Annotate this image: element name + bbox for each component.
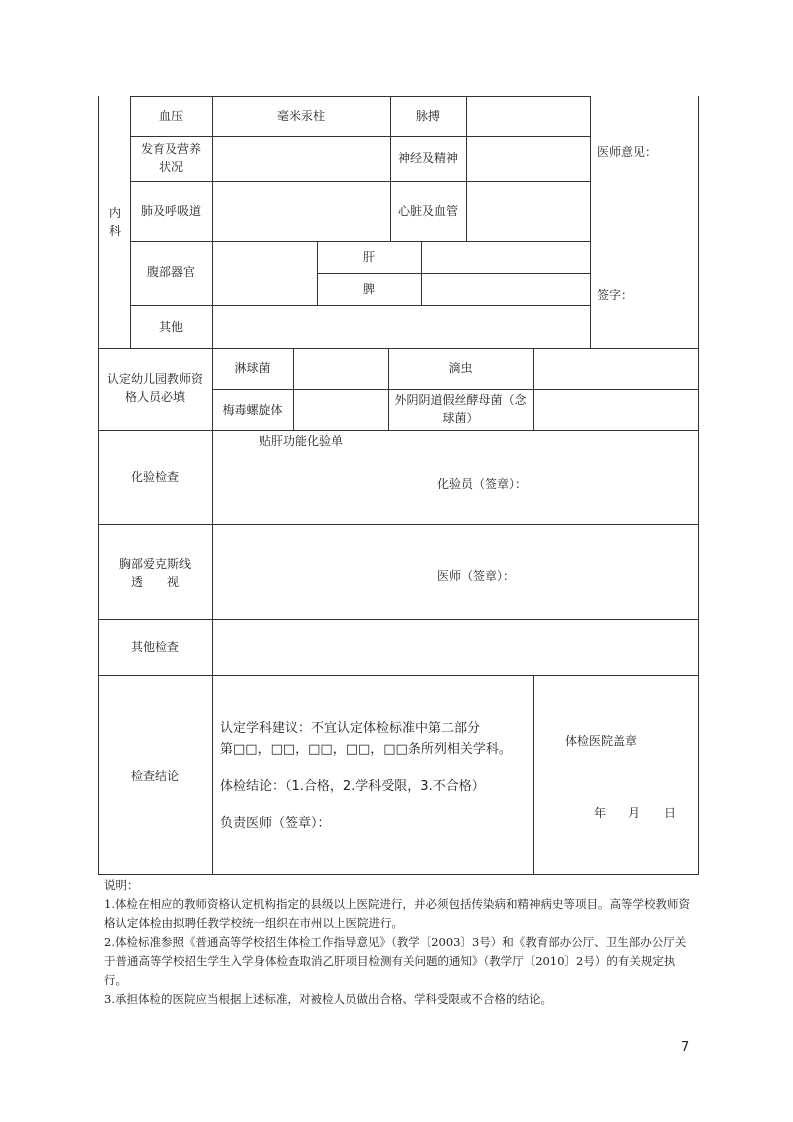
im-row-3 [130, 241, 591, 242]
xray-signer-label: 医师（签章）： [437, 569, 516, 583]
conclusion-label: 检查结论 [130, 769, 179, 783]
im-top-border [130, 96, 591, 97]
date-month: 月 [628, 806, 641, 820]
other-label: 其他 [158, 320, 183, 334]
page-number: 7 [681, 1040, 690, 1055]
notes-item: 2.体检标准参照《普通高等学校招生体检工作指导意见》（教学〔2003〕3号）和《教育部办公厅、卫生部办公厅关于普通高等学校招生学生入学身体检查取消乙肝项目检测有关问题的通知》（教学厅〔2010〕2号）的有关规定执行。 [104, 935, 687, 987]
xray-top-border [98, 524, 699, 525]
conclusion-top-border [98, 675, 699, 676]
im-row-4 [130, 305, 591, 306]
im-row-1 [130, 136, 591, 137]
conclusion-result: 体检结论：（1.合格，2.学科受限，3.不合格） [220, 779, 485, 794]
lab-signer-label: 化验员（签章）： [437, 477, 528, 491]
candida-label-line1: 外阴阴道假丝酵母菌（念 [394, 393, 527, 407]
table-border-right [698, 96, 699, 875]
notes-section [104, 876, 694, 1009]
doctor-opinion-label: 医师意见： [597, 145, 658, 159]
lungs-label: 肺及呼吸道 [140, 204, 201, 218]
date-day: 日 [664, 806, 677, 820]
candida-label [388, 391, 533, 427]
liver-label: 肝 [362, 250, 375, 264]
hospital-seal-label: 体检医院盖章 [565, 734, 638, 748]
trichomonas-label: 滴虫 [448, 361, 473, 375]
lab-test-label: 化验检查 [130, 470, 179, 484]
bp-label: 血压 [158, 109, 183, 123]
kg-top-border [98, 348, 699, 349]
table-bottom-border [98, 874, 699, 875]
im-col-2 [212, 96, 213, 348]
gonococcus-label: 淋球菌 [234, 361, 271, 375]
candida-label-line2: 球菌） [442, 411, 479, 425]
notes-item: 3.承担体检的医院应当根据上述标准，对被检人员做出合格、学科受限或不合格的结论。 [104, 992, 552, 1006]
kg-mid [212, 389, 699, 390]
im-section-label: 内 科 [108, 206, 121, 238]
kg-label [98, 370, 212, 406]
conclusion-col [533, 675, 534, 875]
date-year: 年 [594, 806, 607, 820]
im-col-4 [466, 96, 467, 241]
xray-label-line1: 胸部爱克斯线 [118, 557, 191, 571]
lab-test-note: 贴肝功能化验单 [259, 434, 344, 448]
lower-label-col [212, 430, 213, 875]
signature-label: 签字： [597, 288, 634, 302]
syphilis-label: 梅毒螺旋体 [222, 403, 283, 417]
xray-label [98, 555, 212, 591]
im-col-1 [130, 96, 131, 348]
xray-label-line2: 透 视 [130, 575, 179, 589]
notes-title: 说明： [104, 878, 139, 892]
subject-advice-line2: 第□□，□□，□□，□□，□□条所列相关学科。 [220, 742, 512, 757]
other-tests-label: 其他检查 [130, 640, 179, 654]
development-label-line2: 状况 [158, 160, 183, 174]
abdomen-label: 腹部器官 [146, 265, 195, 279]
responsible-doctor-signer: 负责医师（签章）： [220, 816, 331, 831]
bp-unit: 毫米汞柱 [276, 109, 325, 123]
development-label-line1: 发育及营养 [140, 142, 201, 156]
pulse-label: 脉搏 [415, 109, 440, 123]
lab-top-border [98, 430, 699, 431]
subject-advice-line1: 认定学科建议：不宜认定体检标准中第二部分 [220, 721, 481, 736]
heart-label: 心脏及血管 [397, 204, 458, 218]
notes-item: 1.体检在相应的教师资格认定机构指定的县级以上医院进行，并必须包括传染病和精神病史等项目。高等学校教师资格认定体检由拟聘任教学校统一组织在市州以上医院进行。 [104, 897, 690, 930]
other-top-border [98, 619, 699, 620]
kg-label-line2: 格人员必填 [124, 390, 185, 404]
im-abdomen-mid [317, 273, 591, 274]
im-col-5 [590, 96, 591, 348]
im-row-2 [130, 181, 591, 182]
neuro-label: 神经及精神 [397, 151, 458, 165]
spleen-label: 脾 [362, 282, 375, 296]
kg-label-line1: 认定幼儿园教师资 [106, 372, 203, 386]
development-label [130, 140, 212, 176]
